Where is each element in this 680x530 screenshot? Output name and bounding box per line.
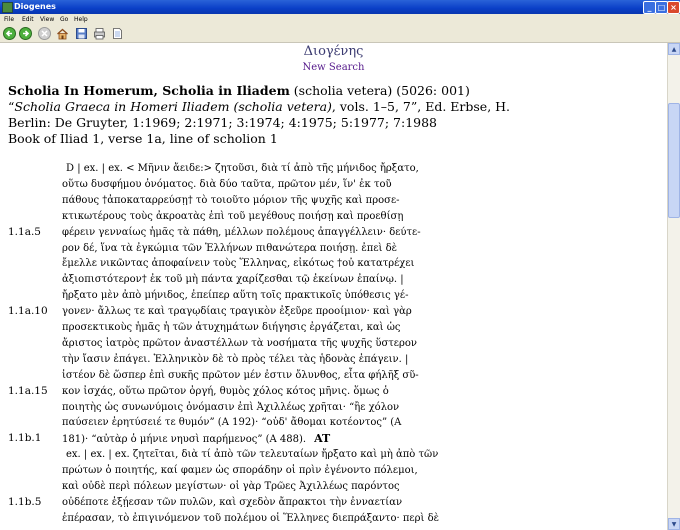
save-icon[interactable] bbox=[75, 27, 88, 40]
close-button[interactable]: × bbox=[667, 1, 680, 14]
citation-line-1: Scholia In Homerum, Scholia in Iliadem (scholia vetera) (5026: 001) bbox=[8, 83, 470, 98]
scholion-line: προσεκτικοὺς ἡμᾶς ἡ τῶν ἀτυχημάτων διήγησις ἐργάζεται, καὶ ὡς bbox=[62, 322, 401, 333]
menu-view[interactable]: View bbox=[40, 16, 55, 23]
scholion-line: ἔμελλε νικῶντας ἀποφαίνειν τοὺς Ἕλληνας, εἰκότως †οὐ κατατρέχει bbox=[62, 258, 415, 270]
scholion-line: τὴν ἴασιν ἐπάγει. Ἑλληνικὸν δὲ τὸ πρὸς τέλει τὰς ἡδονὰς ἐπάγειν. | bbox=[62, 353, 409, 365]
home-icon[interactable] bbox=[56, 27, 69, 40]
scholion-line: κτικωτέρους τοὺς ἀκροατὰς ἐπὶ τοῦ μεγέθους ποιήσῃ καὶ προεθίσῃ bbox=[62, 210, 404, 222]
scholion-line: πρώτων ὁ ποιητής, καί φαμεν ὡς σποράδην οἱ πρὶν ἐγένοντο πόλεμοι, bbox=[62, 465, 418, 477]
line-label: 1.1a.5 bbox=[8, 226, 41, 238]
scholion-line: γονεν· ἄλλως τε καὶ τραγῳδίαις τραγικὸν ἐξεῦρε προοίμιον· καὶ γὰρ bbox=[62, 306, 412, 318]
scholion-line: ρον δέ, ἵνα τὰ ἐγκώμια τῶν Ἑλλήνων πιθανώτερα ποιήσῃ. ἐπεὶ δὲ bbox=[62, 242, 398, 254]
work-number: (scholia vetera) (5026: 001) bbox=[289, 83, 470, 98]
menu-edit[interactable]: Edit bbox=[22, 16, 34, 23]
scholion-line: ποιητὴς ὡς συνωνύμοις ὀνόμασιν ἐπὶ Ἀχιλλέως χρῆται· “ἢε χόλον bbox=[62, 401, 400, 413]
line-label: 1.1b.5 bbox=[8, 496, 42, 508]
page-icon[interactable] bbox=[111, 27, 124, 40]
app-icon bbox=[2, 2, 13, 13]
scroll-thumb[interactable] bbox=[668, 103, 680, 218]
scholion-line: φέρειν γενναίως ἡμᾶς τὰ πάθη, μέλλων πολέμους ἀπαγγέλλειν· δεύτε- bbox=[62, 226, 421, 238]
menu-bar bbox=[0, 14, 680, 26]
scholion-line: D | ex. | ex. < Μῆνιν ἄειδε:> ζητοῦσι, διὰ τί ἀπὸ τῆς μήνιδος ἤρξατο, bbox=[66, 163, 419, 174]
new-search-link[interactable] bbox=[0, 62, 667, 73]
line-label: 1.1a.15 bbox=[8, 385, 48, 397]
scholion-line: κον ἰσχάς, οὕτω πρῶτον ὀργή, θυμὸς χόλος κότος μῆνις. ὅμως ὁ bbox=[62, 385, 389, 397]
line-label: 1.1b.1 bbox=[8, 432, 42, 444]
window-title: Diogenes bbox=[14, 2, 56, 11]
scholion-line: ἄριστος ἰατρὸς πρῶτον ἀναστέλλων τὰ νοσήματα τῆς ψυχῆς ὕστερον bbox=[62, 337, 417, 349]
print-icon[interactable] bbox=[93, 27, 106, 40]
scholion-line: ἤρξατο μὲν ἀπὸ μήνιδος, ἐπείπερ αὕτη τοῖς πρακτικοῖς ὑπόθεσις γέ- bbox=[62, 290, 409, 302]
at-marker: AT bbox=[314, 432, 331, 446]
scholion-line: ex. | ex. | ex. ζητεῖται, διὰ τί ἀπὸ τῶν τελευταίων ἤρξατο καὶ μὴ ἀπὸ τῶν bbox=[66, 449, 439, 461]
citation-line-4: Book of Iliad 1, verse 1a, line of scholion 1 bbox=[8, 131, 278, 146]
scroll-down-button[interactable]: ▼ bbox=[668, 518, 680, 530]
scholion-line: καὶ οὐδὲ περὶ πόλεων μεγίστων· οἱ γὰρ Τρῶες Ἀχιλλέως παρόντος bbox=[62, 481, 400, 492]
line-label: 1.1a.10 bbox=[8, 305, 48, 317]
author-name: Scholia In Homerum bbox=[8, 83, 154, 98]
forward-icon[interactable] bbox=[19, 27, 32, 40]
edition-title: Scholia Graeca in Homeri Iliadem (scholia vetera) bbox=[14, 99, 332, 114]
back-icon[interactable] bbox=[3, 27, 16, 40]
page-content bbox=[0, 43, 667, 530]
scholion-line: 181)· “αὐτὰρ ὁ μήνιε νηυσὶ παρήμενος” (Α 488). AT bbox=[62, 432, 331, 446]
minimize-button[interactable]: _ bbox=[643, 1, 656, 14]
scholion-line: πάθους †ἀποκαταρρεύσῃ† τὸ τοιοῦτο μόριον τῆς ψυχῆς καὶ προσε- bbox=[62, 194, 400, 206]
menu-go[interactable]: Go bbox=[60, 16, 69, 23]
scholion-line: ἐπέρασαν, τὸ ἐπιγινόμενον τοῦ πολέμου οἱ Ἕλληνες διεπράξαντο· περὶ δὲ bbox=[62, 512, 439, 524]
edition-details: , vols. 1–5, 7”, Ed. Erbse, H. bbox=[331, 99, 511, 114]
toolbar bbox=[0, 26, 680, 43]
menu-file[interactable]: File bbox=[4, 16, 15, 23]
stop-icon[interactable] bbox=[38, 27, 51, 40]
new-search-label[interactable]: New Search bbox=[302, 62, 365, 73]
site-logo: Διογένης bbox=[303, 44, 364, 59]
citation-line-2: “Scholia Graeca in Homeri Iliadem (scholia vetera), vols. 1–5, 7”, Ed. Erbse, H. bbox=[8, 99, 511, 114]
scholion-line: οὐδέποτε ἐξῄεσαν τῶν πυλῶν, καὶ σχεδὸν ἄπρακτοι τὴν ἐνναετίαν bbox=[62, 496, 403, 508]
vertical-scrollbar[interactable] bbox=[667, 43, 680, 530]
citation-line-3: Berlin: De Gruyter, 1:1969; 2:1971; 3:1974; 4:1975; 5:1977; 7:1988 bbox=[8, 115, 438, 130]
title-bar bbox=[0, 0, 680, 14]
menu-help[interactable]: Help bbox=[74, 16, 88, 23]
scroll-up-button[interactable]: ▲ bbox=[668, 43, 680, 55]
maximize-button[interactable]: □ bbox=[655, 1, 668, 14]
scholion-line: ἰστέον δὲ ὥσπερ ἐπὶ συκῆς πρῶτον μέν ἐστιν ὄλυνθος, εἶτα φήλῆξ σῦ- bbox=[62, 369, 419, 381]
scholion-line: παύσειεν ἐρητύσειέ τε θυμόν” (Α 192)· “οὐδ' ἄθομαι κοτέοντος” (Α bbox=[62, 417, 402, 429]
scholion-line: ἀξιοπιστότερον† ἐκ τοῦ μὴ πάντα χαρίζεσθαι τῷ ἐκείνων ἐπαίνῳ. | bbox=[62, 274, 404, 286]
work-title: Scholia in Iliadem bbox=[162, 83, 290, 98]
scholion-line: οὕτω δυσφήμου ὀνόματος. διὰ δύο ταῦτα, πρῶτον μέν, ἵν' ἐκ τοῦ bbox=[62, 178, 392, 190]
